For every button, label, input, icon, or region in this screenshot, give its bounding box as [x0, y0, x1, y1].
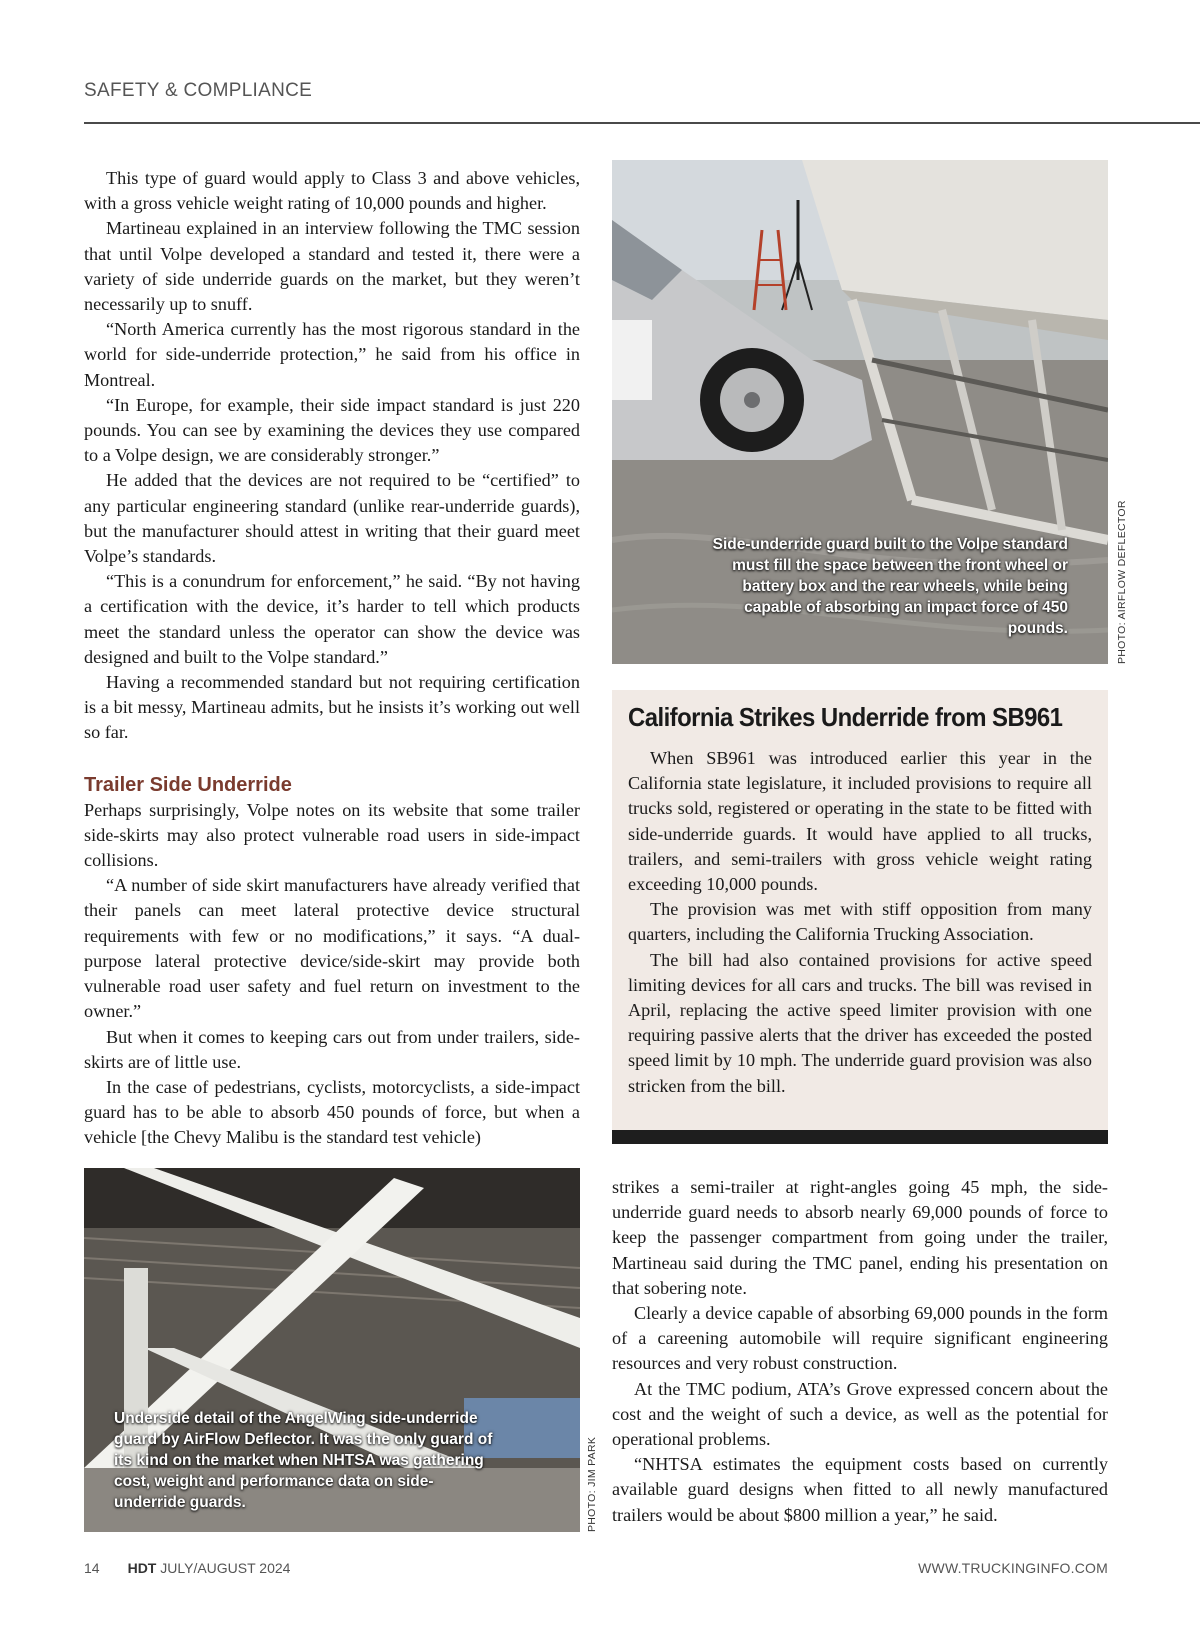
body-paragraph: This type of guard would apply to Class 3 and above vehicles, with a gross vehicle weight rating of 10,000 pounds and higher.: [84, 168, 580, 214]
photo-credit: PHOTO: AIRFLOW DEFLECTOR: [1116, 500, 1128, 664]
left-column: [84, 166, 580, 1151]
header-rule: [84, 122, 1200, 124]
issue-date: JULY/AUGUST 2024: [160, 1560, 291, 1576]
body-paragraph: Martineau explained in an interview following the TMC session that until Volpe developed a standard and tested it, there were a variety of side underride guards on the market, but they weren’t necessarily up to snuff.: [84, 218, 580, 315]
subhead: Trailer Side Underride: [84, 773, 292, 796]
body-paragraph: He added that the devices are not required to be “certified” to any particular engineering standard (unlike rear-underride guards), but the manufacturer should attest in writing that their guard meet Volpe’s standards.: [84, 470, 580, 567]
page-number: 14: [84, 1560, 100, 1576]
body-paragraph: strikes a semi-trailer at right-angles going 45 mph, the side-underride guard needs to absorb nearly 69,000 pounds of force to keep the passenger compartment from going under the trailer, Martineau said during the TMC panel, ending his presentation on that sobering note.: [612, 1177, 1108, 1298]
body-paragraph: Having a recommended standard but not requiring certification is a bit messy, Martineau admits, but he insists it’s working out well so far.: [84, 672, 580, 743]
sidebar-title: California Strikes Underride from SB961: [628, 702, 1063, 732]
right-column: [612, 1175, 1108, 1528]
body-paragraph: Clearly a device capable of absorbing 69,000 pounds in the form of a careening automobile will require significant engineering resources and very robust construction.: [612, 1303, 1108, 1374]
photo-caption: Side-underride guard built to the Volpe standard must fill the space between the front wheel or battery box and the rear wheels, while being capable of absorbing an impact force of 450 pounds.: [712, 536, 1068, 637]
body-paragraph: But when it comes to keeping cars out from under trailers, side-skirts are of little use.: [84, 1026, 580, 1072]
body-paragraph: “A number of side skirt manufacturers have already verified that their panels can meet lateral protective device structural requirements with few or no modifications,” it says. “A dual-purpose lateral protective device/side-skirt may provide both vulnerable road user safety and fuel return on investment to the owner.”: [84, 875, 580, 1022]
body-paragraph: In the case of pedestrians, cyclists, motorcyclists, a side-impact guard has to be able to absorb 450 pounds of force, but when a vehicle [the Chevy Malibu is the standard test vehicle): [84, 1076, 580, 1148]
body-paragraph: “NHTSA estimates the equipment costs based on currently available guard designs when fitted to all newly manufactured trailers would be about $800 million a year,” he said.: [612, 1454, 1108, 1525]
photo-caption: Underside detail of the AngelWing side-underride guard by AirFlow Deflector. It was the only guard of its kind on the market when NHTSA was gathering cost, weight and performance data on side-underride guards.: [114, 1410, 493, 1511]
sidebar-paragraph: When SB961 was introduced earlier this year in the California state legislature, it included provisions to require all trucks sold, registered or operating in the state to be fitted with side-underride guards. It would have applied to all trucks, trailers, and semi-trailers with gross vehicle weight rating exceeding 10,000 pounds.: [628, 748, 1092, 895]
website-url: WWW.TRUCKINGINFO.COM: [918, 1560, 1108, 1576]
photo-car-underride-test: [612, 160, 1108, 664]
body-paragraph: Perhaps surprisingly, Volpe notes on its website that some trailer side-skirts may also protect vulnerable road users in side-impact collisions.: [84, 799, 580, 871]
photo-guard-underside: [84, 1168, 580, 1532]
footer-left: [84, 1560, 290, 1576]
publication-brand: HDT: [127, 1560, 157, 1576]
sidebar-body: [628, 746, 1092, 1099]
body-paragraph: “This is a conundrum for enforcement,” he said. “By not having a certification with the device, it’s harder to tell which products meet the standard unless the operator can show the device was designed and built to the Volpe standard.”: [84, 571, 580, 667]
body-paragraph: “North America currently has the most rigorous standard in the world for side-underride protection,” he said from his office in Montreal.: [84, 319, 580, 390]
section-label: SAFETY & COMPLIANCE: [84, 80, 313, 101]
body-paragraph: At the TMC podium, ATA’s Grove expressed concern about the cost and the weight of such a device, as well as the potential for operational problems.: [612, 1378, 1108, 1450]
sidebar-paragraph: The provision was met with stiff opposition from many quarters, including the California Trucking Association.: [628, 899, 1092, 945]
photo-credit: PHOTO: JIM PARK: [586, 1436, 598, 1532]
sidebar-paragraph: The bill had also contained provisions for active speed limiting devices for all cars and trucks. The bill was revised in April, replacing the active speed limiter provision with one requiring passive alerts that the driver has exceeded the posted speed limit by 10 mph. The underride guard provision was also stricken from the bill.: [628, 949, 1092, 1096]
sidebar-box: [612, 690, 1108, 1144]
body-paragraph: “In Europe, for example, their side impact standard is just 220 pounds. You can see by examining the devices they use compared to a Volpe design, we are considerably stronger.”: [84, 394, 580, 466]
